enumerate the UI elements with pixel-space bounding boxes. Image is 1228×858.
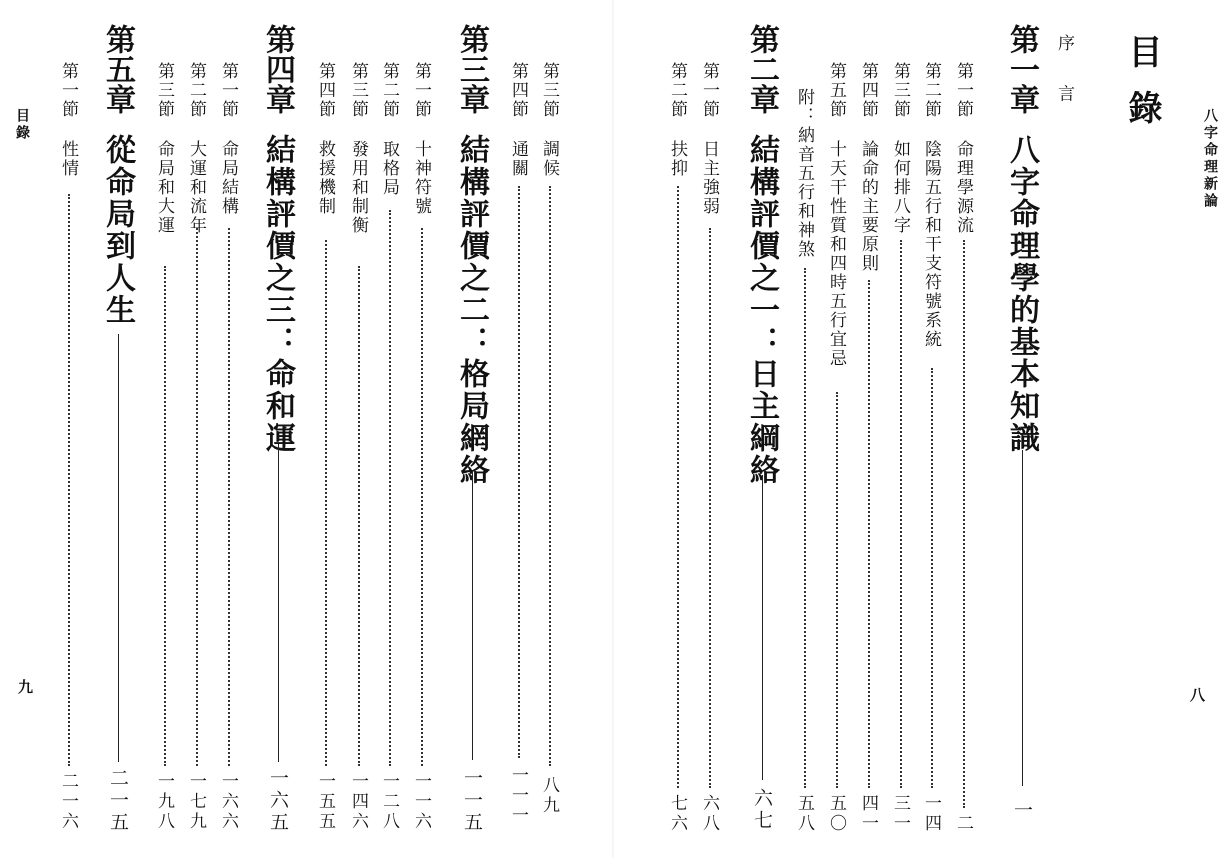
chapter-label: 第一章 bbox=[1004, 24, 1039, 114]
chapter-2-entry[interactable] bbox=[742, 0, 782, 858]
leader-dots bbox=[836, 392, 838, 788]
section-label: 第一節 bbox=[699, 62, 719, 119]
chapter-5-entry[interactable] bbox=[98, 0, 138, 858]
section-label: 第三節 bbox=[154, 62, 174, 119]
leader-dots bbox=[868, 280, 870, 788]
chapter-label: 第四章 bbox=[260, 24, 295, 114]
section-title: 通關 bbox=[508, 140, 528, 178]
running-head-left: 目錄 bbox=[14, 108, 30, 142]
leader-dots bbox=[325, 240, 327, 766]
page-number: 四一 bbox=[858, 794, 878, 834]
section-label: 第一節 bbox=[58, 62, 78, 119]
page-number: 六八 bbox=[699, 794, 719, 834]
leader-dots bbox=[900, 240, 902, 788]
section-label: 第四節 bbox=[508, 62, 528, 119]
section-label: 第一節 bbox=[411, 62, 431, 119]
section-title: 陰陽五行和干支符號系統 bbox=[921, 140, 941, 349]
section-label: 第二節 bbox=[667, 62, 687, 119]
leader-rule bbox=[118, 334, 119, 762]
chapter-4-entry[interactable] bbox=[258, 0, 298, 858]
section-title: 取格局 bbox=[379, 140, 399, 197]
section-entry[interactable] bbox=[408, 0, 434, 858]
page-number: 一 bbox=[1011, 800, 1033, 822]
section-label: 第五節 bbox=[826, 62, 846, 119]
section-entry[interactable] bbox=[376, 0, 402, 858]
section-label: 第四節 bbox=[315, 62, 335, 119]
section-label: 第二節 bbox=[186, 62, 206, 119]
page-gutter bbox=[612, 0, 614, 858]
chapter-title: 結構評價之三：命和運 bbox=[260, 134, 295, 454]
section-entry[interactable] bbox=[696, 0, 722, 858]
page-number: 一四六 bbox=[348, 772, 368, 832]
section-entry[interactable] bbox=[55, 0, 81, 858]
page-number: 六七 bbox=[751, 788, 773, 832]
page-number: 一二八 bbox=[379, 772, 399, 832]
section-title: 命理學源流 bbox=[953, 140, 973, 235]
leader-rule bbox=[278, 444, 279, 762]
leader-dots bbox=[677, 186, 679, 788]
section-label: 第二節 bbox=[379, 62, 399, 119]
section-entry[interactable] bbox=[183, 0, 209, 858]
page-number: 一一六 bbox=[411, 772, 431, 832]
section-entry[interactable] bbox=[823, 0, 849, 858]
toc-title: 目錄 bbox=[1122, 34, 1162, 146]
section-label: 第三節 bbox=[890, 62, 910, 119]
section-title: 大運和流年 bbox=[186, 140, 206, 235]
section-label: 第一節 bbox=[218, 62, 238, 119]
section-entry[interactable] bbox=[855, 0, 881, 858]
leader-rule bbox=[1022, 450, 1023, 786]
page-number: 二 bbox=[953, 814, 973, 834]
section-title: 附：納音五行和神煞 bbox=[794, 88, 814, 259]
leader-dots bbox=[164, 266, 166, 766]
leader-dots bbox=[549, 186, 551, 766]
leader-rule bbox=[472, 470, 473, 760]
chapter-label: 第三章 bbox=[454, 24, 489, 114]
leader-rule bbox=[762, 475, 763, 780]
section-label: 第四節 bbox=[858, 62, 878, 119]
section-entry[interactable] bbox=[215, 0, 241, 858]
section-entry[interactable] bbox=[664, 0, 690, 858]
section-label: 第二節 bbox=[921, 62, 941, 119]
section-entry[interactable] bbox=[505, 0, 531, 858]
section-entry[interactable] bbox=[918, 0, 944, 858]
page-number: 一五五 bbox=[315, 772, 335, 832]
leader-dots bbox=[931, 368, 933, 788]
section-entry[interactable] bbox=[345, 0, 371, 858]
chapter-label: 第五章 bbox=[100, 24, 135, 114]
page-number: 五〇 bbox=[826, 794, 846, 834]
page-number: 一一一 bbox=[508, 766, 528, 826]
page-number: 一四 bbox=[921, 794, 941, 834]
chapter-3-entry[interactable] bbox=[452, 0, 492, 858]
page-number: 一六五 bbox=[267, 768, 289, 834]
section-title: 扶抑 bbox=[667, 140, 687, 178]
section-entry[interactable] bbox=[887, 0, 913, 858]
page-number: 五八 bbox=[794, 794, 814, 834]
section-entry[interactable] bbox=[536, 0, 562, 858]
section-title: 命局結構 bbox=[218, 140, 238, 216]
section-entry[interactable] bbox=[791, 0, 817, 858]
leader-dots bbox=[518, 186, 520, 758]
chapter-1-entry[interactable] bbox=[1002, 0, 1042, 858]
section-entry[interactable] bbox=[151, 0, 177, 858]
page-number: 七六 bbox=[667, 794, 687, 834]
section-title: 救援機制 bbox=[315, 140, 335, 216]
chapter-title: 結構評價之二：格局網絡 bbox=[454, 134, 489, 486]
chapter-title: 結構評價之一：日主綱絡 bbox=[744, 134, 779, 486]
chapter-label: 第二章 bbox=[744, 24, 779, 114]
section-title: 發用和制衡 bbox=[348, 140, 368, 235]
section-title: 十天干性質和四時五行宜忌 bbox=[826, 140, 846, 368]
leader-dots bbox=[963, 240, 965, 808]
leader-dots bbox=[358, 266, 360, 766]
section-title: 如何排八字 bbox=[890, 140, 910, 235]
preface-entry[interactable]: 序 言 bbox=[1054, 34, 1074, 116]
section-title: 十神符號 bbox=[411, 140, 431, 216]
leader-dots bbox=[804, 268, 806, 788]
section-title: 命局和大運 bbox=[154, 140, 174, 235]
section-title: 性情 bbox=[58, 140, 78, 178]
section-label: 第三節 bbox=[348, 62, 368, 119]
leader-dots bbox=[196, 228, 198, 766]
section-title: 論命的主要原則 bbox=[858, 140, 878, 273]
page-number: 一一五 bbox=[461, 768, 483, 834]
leader-dots bbox=[68, 194, 70, 766]
leader-dots bbox=[421, 228, 423, 766]
page-number: 二一六 bbox=[58, 772, 78, 832]
section-title: 日主強弱 bbox=[699, 140, 719, 216]
page-number: 一六六 bbox=[218, 772, 238, 832]
leader-dots bbox=[228, 228, 230, 766]
running-head-right: 八字命理新論 bbox=[1202, 108, 1218, 210]
section-title: 調候 bbox=[539, 140, 559, 178]
section-label: 第一節 bbox=[953, 62, 973, 119]
section-entry[interactable] bbox=[312, 0, 338, 858]
leader-dots bbox=[389, 210, 391, 766]
folio-right: 八 bbox=[1190, 686, 1206, 704]
section-label: 第三節 bbox=[539, 62, 559, 119]
chapter-title: 八字命理學的基本知識 bbox=[1004, 134, 1039, 454]
page-number: 二一五 bbox=[107, 768, 129, 834]
folio-left: 九 bbox=[18, 678, 34, 696]
page-number: 三一 bbox=[890, 794, 910, 834]
leader-dots bbox=[709, 228, 711, 788]
page-number: 一七九 bbox=[186, 772, 206, 832]
page-number: 八九 bbox=[539, 776, 559, 816]
page-number: 一九八 bbox=[154, 772, 174, 832]
chapter-title: 從命局到人生 bbox=[100, 134, 135, 326]
section-entry[interactable] bbox=[950, 0, 976, 858]
